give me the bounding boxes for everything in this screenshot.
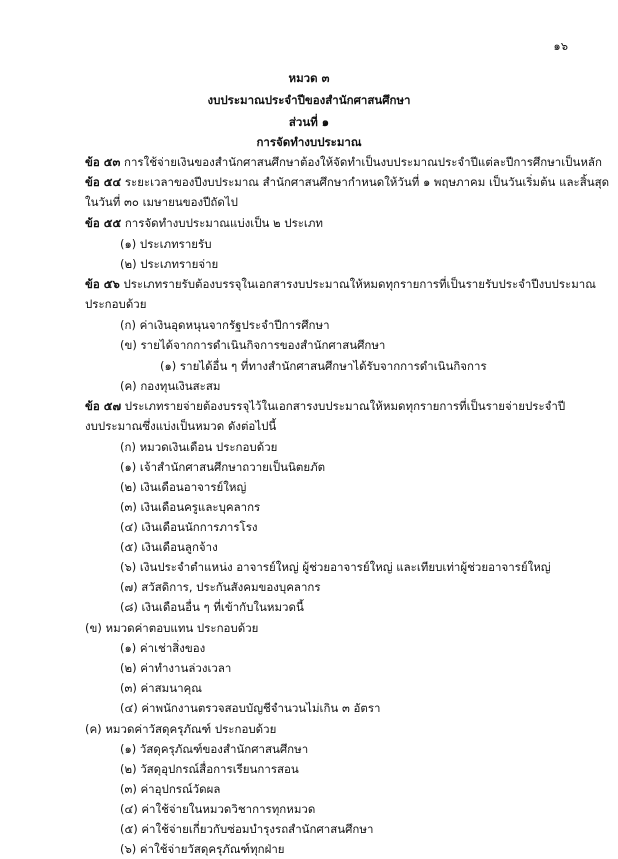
section-56 — [85, 274, 596, 294]
page-number: ๑๖ — [553, 39, 568, 53]
list-item: (๔) ค่าพนักงานตรวจสอบบัญชีจำนวนไม่เกิน ๓ อัตรา — [120, 701, 381, 715]
sub-list-item: (๑) รายได้อื่น ๆ ที่ทางสำนักศาสนศึกษาได้รับจากการดำเนินกิจการ — [160, 359, 487, 373]
section-number: ข้อ ๕๔ — [85, 175, 122, 189]
list-item: (๓) ค่าสมนาคุณ — [120, 681, 202, 695]
section-53 — [85, 152, 602, 172]
list-item: (๖) เงินประจำตำแหน่ง อาจารย์ใหญ่ ผู้ช่วยอาจารย์ใหญ่ และเทียบเท่าผู้ช่วยอาจารย์ใหญ่ — [120, 560, 551, 574]
list-item: (๓) เงินเดือนครูและบุคลากร — [120, 500, 261, 514]
section-text: ประเภทรายรับต้องบรรจุในเอกสารงบประมาณให้หมดทุกรายการที่เป็นรายรับประจำปีงบประมาณ — [123, 277, 596, 291]
part-title: การจัดทำงบประมาณ — [256, 135, 362, 149]
section-57-continuation: งบประมาณซึ่งแบ่งเป็นหมวด ดังต่อไปนี้ — [85, 419, 277, 433]
section-text: ระยะเวลาของปีงบประมาณ สำนักศาสนศึกษากำหนดให้วันที่ ๑ พฤษภาคม เป็นวันเริ่มต้น และสิ้นสุด — [124, 175, 610, 189]
list-item: (ค) กองทุนเงินสะสม — [120, 379, 221, 393]
chapter-heading: หมวด ๓ — [288, 71, 330, 85]
list-item: (๑) วัสดุครุภัณฑ์ของสำนักศาสนศึกษา — [120, 742, 309, 756]
category-heading: (ข) หมวดค่าตอบแทน ประกอบด้วย — [85, 621, 259, 635]
list-item: (๒) ค่าทำงานล่วงเวลา — [120, 661, 232, 675]
section-text: การจัดทำงบประมาณแบ่งเป็น ๒ ประเภท — [124, 216, 324, 230]
list-item: (๑) ค่าเช่าสิ่งของ — [120, 641, 206, 655]
part-heading: ส่วนที่ ๑ — [288, 115, 330, 129]
list-item: (๖) ค่าใช้จ่ายวัสดุครุภัณฑ์ทุกฝ่าย — [120, 842, 285, 856]
list-item: (๗) สวัสดิการ, ประกันสังคมของบุคลากร — [120, 580, 321, 594]
list-item: (๑) เจ้าสำนักศาสนศึกษาถวายเป็นนิตยภัต — [120, 460, 326, 474]
list-item: (๒) วัสดุอุปกรณ์สื่อการเรียนการสอน — [120, 762, 299, 776]
section-number: ข้อ ๕๖ — [85, 277, 120, 291]
list-item: (๔) เงินเดือนนักการภารโรง — [120, 520, 258, 534]
section-text: ประเภทรายจ่ายต้องบรรจุไว้ในเอกสารงบประมาณให้หมดทุกรายการที่เป็นรายจ่ายประจำปี — [124, 399, 566, 413]
category-heading: (ก) หมวดเงินเดือน ประกอบด้วย — [120, 440, 278, 454]
section-54 — [85, 172, 609, 192]
list-item: (๒) ประเภทรายจ่าย — [120, 257, 219, 271]
section-number: ข้อ ๕๓ — [85, 155, 121, 169]
list-item: (ก) ค่าเงินอุดหนุนจากรัฐประจำปีการศึกษา — [120, 318, 330, 332]
section-text: การใช้จ่ายเงินของสำนักศาสนศึกษาต้องให้จัดทำเป็นงบประมาณประจำปีแต่ละปีการศึกษาเป็นหลัก — [124, 155, 602, 169]
chapter-title: งบประมาณประจำปีของสำนักศาสนศึกษา — [207, 93, 411, 107]
section-56-continuation: ประกอบด้วย — [85, 297, 147, 311]
list-item: (๔) ค่าใช้จ่ายในหมวดวิชาการทุกหมวด — [120, 802, 316, 816]
section-number: ข้อ ๕๗ — [85, 399, 122, 413]
section-number: ข้อ ๕๕ — [85, 216, 122, 230]
section-55 — [85, 213, 323, 233]
list-item: (๕) ค่าใช้จ่ายเกี่ยวกับซ่อมบำรุงรถสำนักศาสนศึกษา — [120, 822, 374, 836]
section-57 — [85, 396, 565, 416]
list-item: (๘) เงินเดือนอื่น ๆ ที่เข้ากับในหมวดนี้ — [120, 600, 304, 614]
list-item: (๒) เงินเดือนอาจารย์ใหญ่ — [120, 480, 247, 494]
list-item: (๕) เงินเดือนลูกจ้าง — [120, 540, 218, 554]
list-item: (๑) ประเภทรายรับ — [120, 237, 212, 251]
category-heading: (ค) หมวดค่าวัสดุครุภัณฑ์ ประกอบด้วย — [85, 722, 277, 736]
list-item: (๓) ค่าอุปกรณ์วัดผล — [120, 782, 221, 796]
list-item: (ข) รายได้จากการดำเนินกิจการของสำนักศาสนศึกษา — [120, 338, 386, 352]
section-54-continuation: ในวันที่ ๓๐ เมษายนของปีถัดไป — [85, 195, 238, 209]
